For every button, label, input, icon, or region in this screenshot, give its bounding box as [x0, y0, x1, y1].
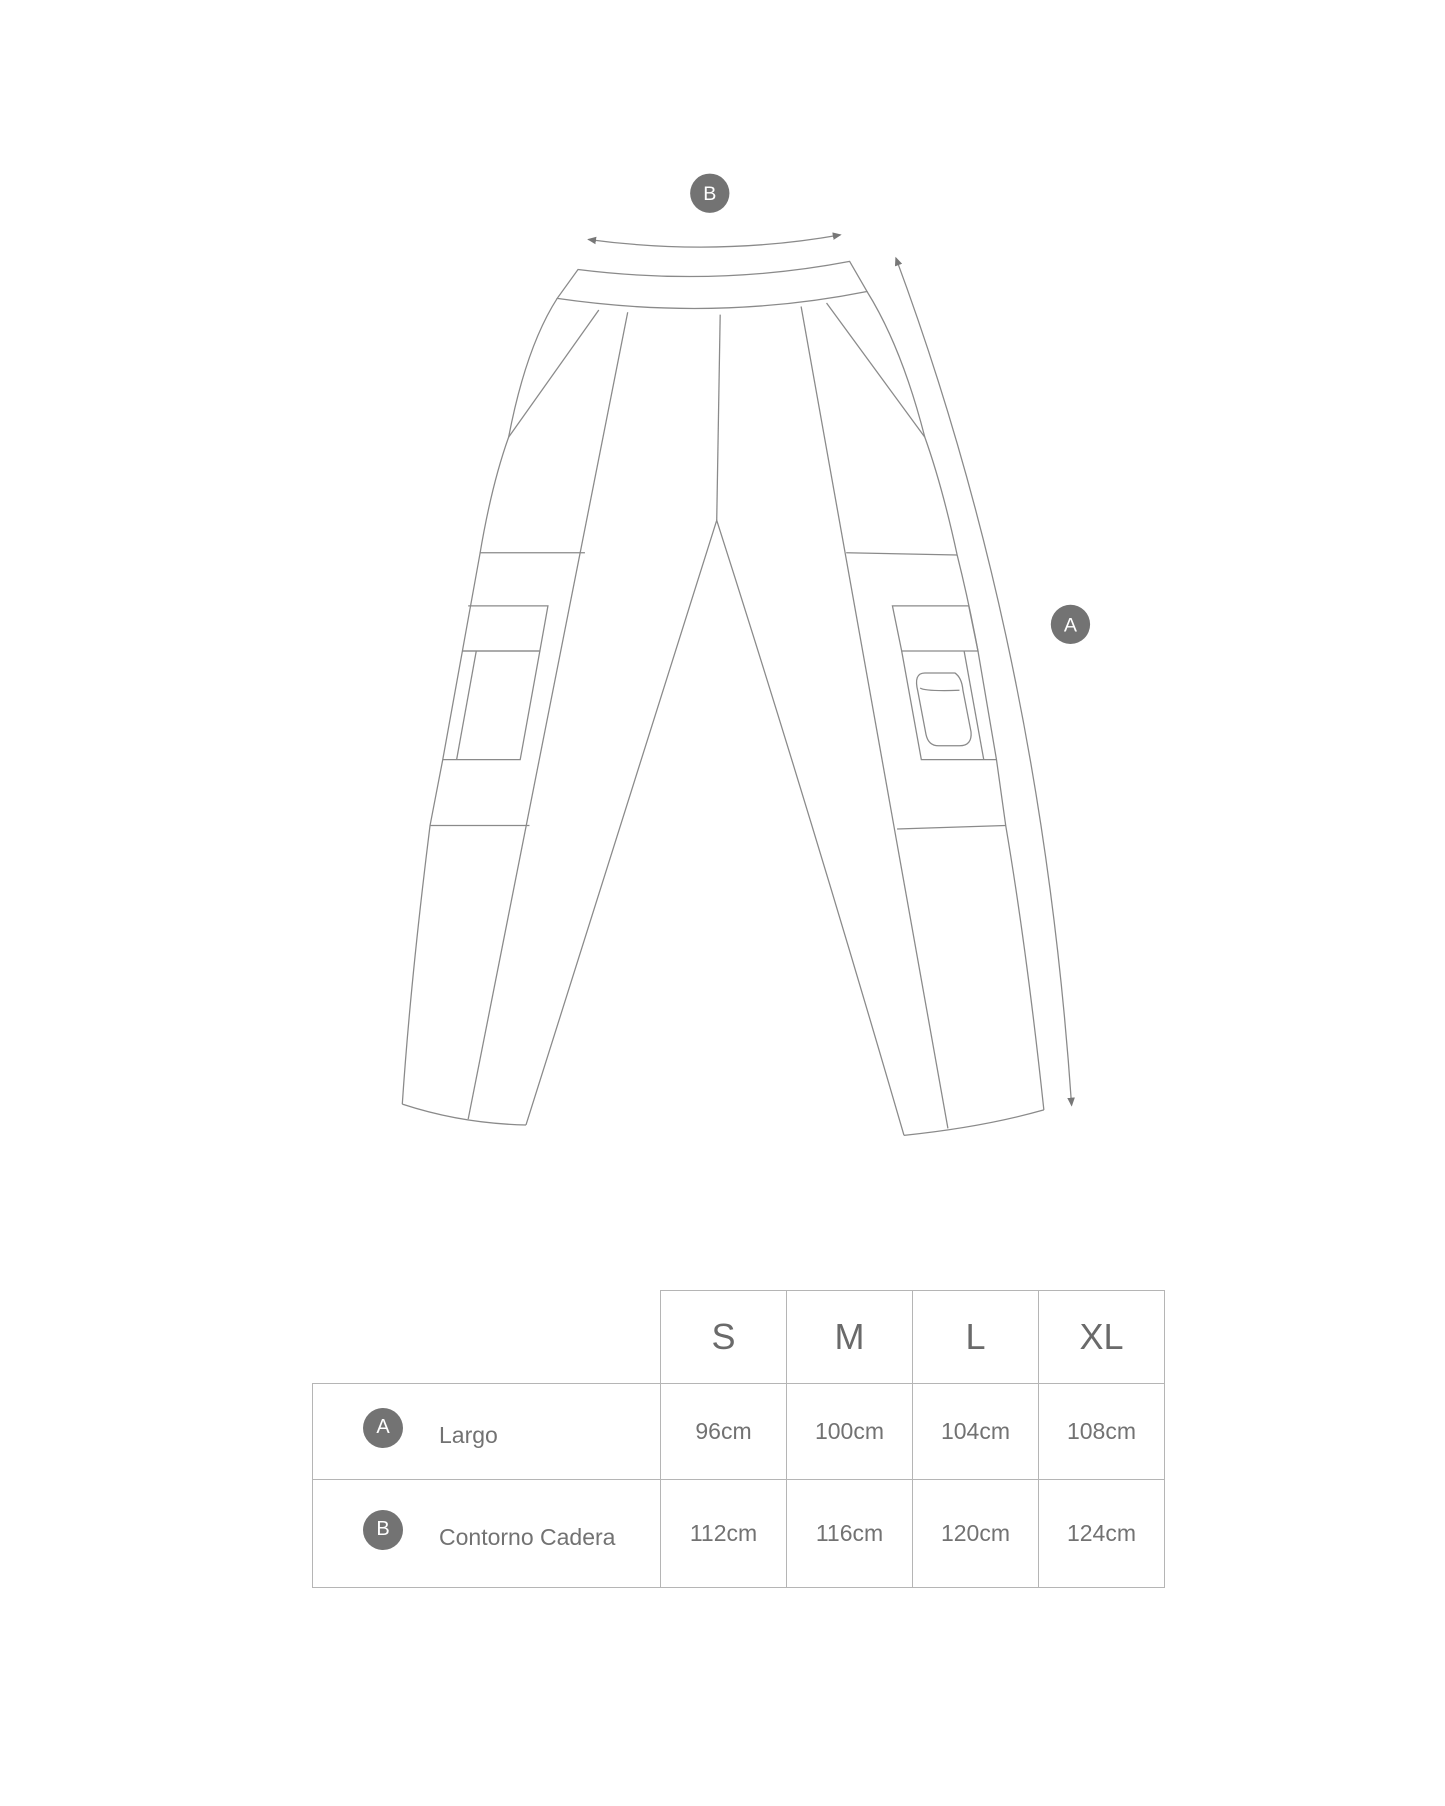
pants-outline [402, 261, 1044, 1135]
value-cell: 112cm [661, 1480, 787, 1588]
width-measure-arrow [588, 235, 840, 247]
value-cell: 116cm [787, 1480, 913, 1588]
badge-a-diagram [1051, 605, 1090, 644]
size-table [312, 1290, 1165, 1588]
value-cell: 120cm [913, 1480, 1039, 1588]
row-label-cell [313, 1480, 661, 1588]
table-row-largo [313, 1384, 1165, 1480]
row-label: Contorno Cadera [439, 1524, 616, 1550]
svg-text:B: B [703, 183, 717, 206]
value-cell: 104cm [913, 1384, 1039, 1480]
row-label: Largo [439, 1422, 498, 1448]
value-cell: 124cm [1039, 1480, 1165, 1588]
row-label-cell [313, 1384, 661, 1480]
size-header-xl: XL [1039, 1291, 1165, 1384]
svg-text:A: A [1063, 614, 1078, 637]
table-row-contorno-cadera [313, 1480, 1165, 1588]
value-cell: 100cm [787, 1384, 913, 1480]
size-header-m: M [787, 1291, 913, 1384]
size-header-l: L [913, 1291, 1039, 1384]
badge-b: B [363, 1510, 403, 1550]
size-header-row [313, 1291, 1165, 1384]
pocket-pen-slot [917, 673, 972, 746]
badge-b-diagram [690, 174, 729, 213]
value-cell: 108cm [1039, 1384, 1165, 1480]
badge-a: A [363, 1408, 403, 1448]
value-cell: 96cm [661, 1384, 787, 1480]
size-header-s: S [661, 1291, 787, 1384]
empty-corner-cell [313, 1291, 661, 1384]
